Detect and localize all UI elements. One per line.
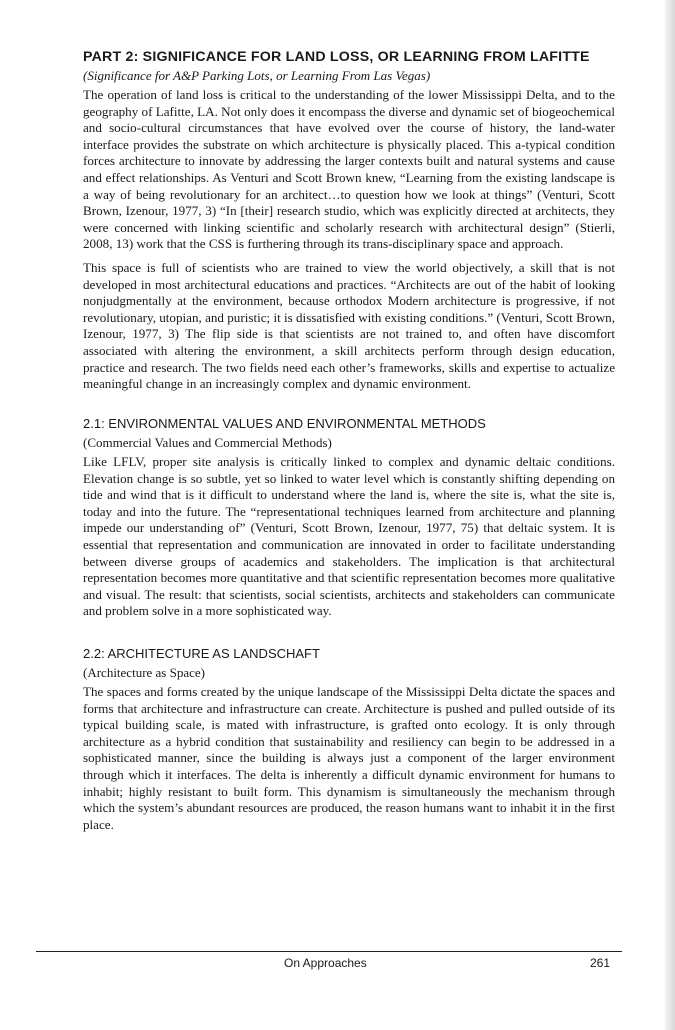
- section-2-2-paragraph: The spaces and forms created by the unique landscape of the Mississippi Delta dictate the spaces and forms that architecture and infrastructure can create. Architecture is pushed and pulled outside of its typical building scale, is mated with infrastructure, is grafted onto ecology. It is only through architecture as a hybrid condition that sustainability and resiliency can begin to be addressed in a sophisticated manner, since the building is always just a component of the larger environment through which it interfaces. The delta is inherently a difficult dynamic environment for humans to inhabit; highly resistant to built form. This dynamism is simultaneously the mechanism through which the system’s abundant resources are produced, the reason humans want to inhabit it in the first place.: [83, 684, 615, 832]
- footer-rule: [36, 951, 622, 952]
- part2-subtitle: (Significance for A&P Parking Lots, or Learning From Las Vegas): [83, 68, 431, 83]
- part2-heading: PART 2: SIGNIFICANCE FOR LAND LOSS, OR LEARNING FROM LAFITTE: [83, 49, 590, 65]
- page-number: 261: [590, 956, 611, 970]
- part2-paragraph-2: This space is full of scientists who are trained to view the world objectively, a skill that is not developed in most architectural educations and practices. “Architects are out of the habit of looking nonjudgmentally at the environment, because orthodox Modern architecture is progressive, if not revolutionary, utopian, and puristic; it is dissatisfied with existing conditions.” (Venturi, Scott Brown, Izenour, 1977, 3) The flip side is that scientists are not trained to, and often have discomfort associated with altering the environment, a skill architects perform through design education, practice and research. The two fields need each other’s frameworks, skills and expertise to actualize meaningful change in an increasingly complex and dynamic environment.: [83, 259, 615, 392]
- section-2-2-subtitle: (Architecture as Space): [83, 665, 205, 680]
- section-2-1-heading: 2.1: ENVIRONMENTAL VALUES AND ENVIRONMENTAL METHODS: [83, 416, 486, 431]
- section-2-1-paragraph: Like LFLV, proper site analysis is critically linked to complex and dynamic deltaic conditions. Elevation change is so subtle, yet so linked to water level which is constantly shifting depending on tide and wind that is it difficult to understand where the land is, where the site is, what the site is, today and into the future. The “representational techniques learned from architecture and planning impede our understanding of” (Venturi, Scott Brown, Izenour, 1977, 75) that deltaic system. It is essential that representation and communication are innovated in order to facilitate understanding between diverse groups of academics and stakeholders. The implication is that architectural representation becomes more quantitative and that scientific representation becomes more qualitative and visual. The result: that scientists, social scientists, architects and stakeholders can communicate and problem solve in a more sophisticated way.: [83, 454, 615, 619]
- scan-page-edge: [665, 0, 675, 1030]
- section-2-1-subtitle: (Commercial Values and Commercial Methods): [83, 435, 332, 450]
- section-2-2-heading: 2.2: ARCHITECTURE AS LANDSCHAFT: [83, 646, 320, 661]
- part2-section: [83, 49, 615, 393]
- running-title: On Approaches: [284, 956, 367, 970]
- section-2-1: [83, 416, 615, 620]
- part2-paragraph-1: The operation of land loss is critical to the understanding of the lower Mississippi Delta, and to the geography of Lafitte, LA. Not only does it encompass the diverse and dynamic set of biogeochemical and socio-cultural circumstances that have evolved over the course of history, the land-water interface provides the substrate on which architecture is physically placed. This a-typical condition forces architecture to innovate by addressing the larger contexts built and natural systems and cause and effect relationships. As Venturi and Scott Brown knew, “Learning from the existing landscape is a way of being revolutionary for an architect…to question how we look at things” (Venturi, Scott Brown, Izenour, 1977, 3) “In [their] research studio, which was explicitly directed at architects, they were concerned with linking scientific and scholarly research with architectural design” (Stierli, 2008, 13) work that the CSS is furthering through its trans-disciplinary space and approach.: [83, 87, 615, 252]
- section-2-2: [83, 646, 615, 833]
